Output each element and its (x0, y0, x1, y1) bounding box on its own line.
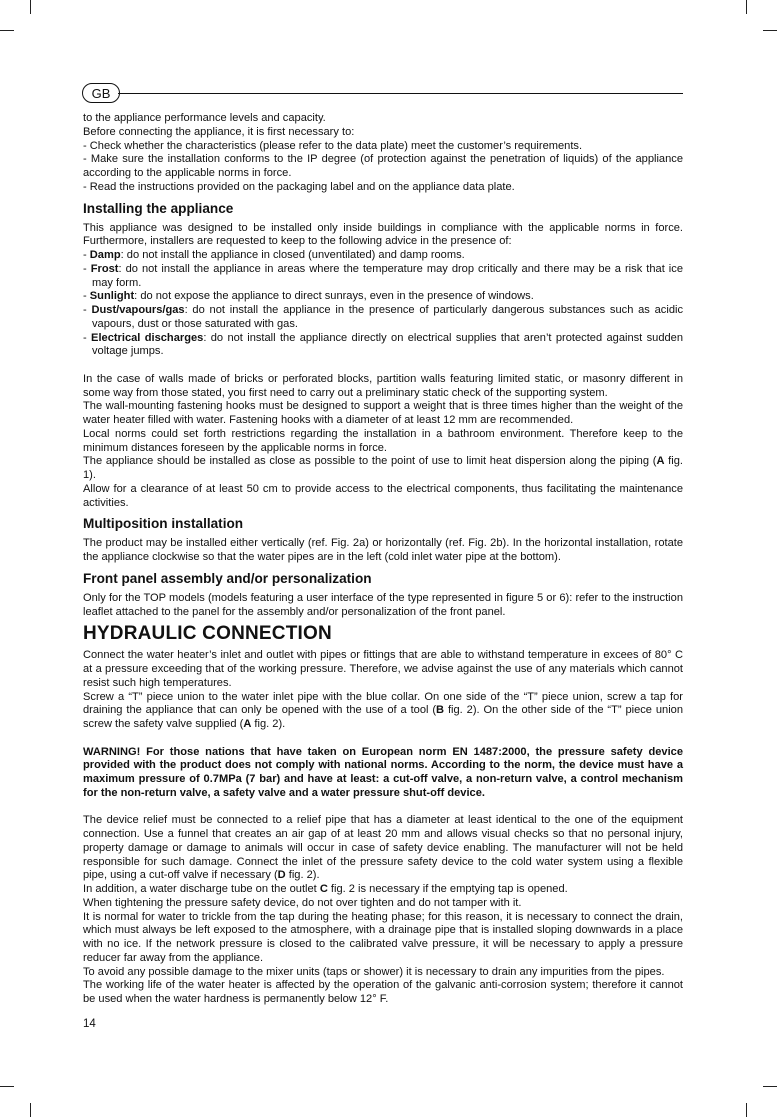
fig-ref: A (243, 718, 252, 730)
bullet-label: Electrical discharges (91, 331, 204, 344)
page-number: 14 (83, 1018, 96, 1030)
paragraph: Local norms could set forth restrictions regarding the installation in a bathroom environment. Therefore keep to the minimum distances foreseen by the applicable norms in force. (83, 427, 683, 454)
fig-ref: A (656, 455, 665, 468)
text-run: Screw a “T” piece union to the water inlet pipe with the blue collar. On one side of the “T” piece union, screw a tap for draining the appliance that can only be opened with the use of a tool ( (83, 690, 683, 717)
text-run: fig. 2 is necessary if the emptying tap is opened. (327, 883, 568, 895)
crop-mark (0, 30, 14, 31)
text-run: fig. 2). (285, 869, 320, 882)
crop-mark (763, 30, 777, 31)
intro-line: - Read the instructions provided on the packaging label and on the appliance data plate. (83, 180, 515, 193)
bullet-label: Damp (89, 249, 121, 261)
bullet-item: - Sunlight: do not expose the appliance to direct sunrays, even in the presence of windows. (83, 290, 534, 303)
paragraph: This appliance was designed to be installed only inside buildings in compliance with the applicable norms in force. Furthermore, installers are requested to keep to the following advice in the presence of: (83, 221, 683, 248)
paragraph: Connect the water heater’s inlet and outlet with pipes or fittings that are able to withstand temperature in excees of 80° C at a pressure exceeding that of the working pressure. Therefore, we advise against the use of any materials which cannot resist such high temperatures. (83, 649, 683, 689)
paragraph: In the case of walls made of bricks or perforated blocks, partition walls featuring limited static, or masonry different in some way from those stated, you first need to carry out a preliminary static check of the supporting system. (83, 372, 683, 399)
text-run: fig. 2). (251, 718, 286, 730)
crop-mark (0, 1086, 14, 1087)
bullet-label: Sunlight (89, 290, 135, 303)
bullet-text: : do not expose the appliance to direct sunrays, even in the presence of windows. (134, 290, 534, 303)
section-heading-front-panel: Front panel assembly and/or personalization (83, 570, 372, 586)
bullet-item: - Frost: do not install the appliance in areas where the temperature may drop critically and there may be a risk that ice may form. (83, 262, 683, 289)
paragraph (83, 691, 683, 732)
crop-mark (763, 1086, 777, 1087)
section-heading-multiposition: Multiposition installation (83, 516, 244, 532)
crop-mark (30, 0, 31, 14)
text-run: The device relief must be connected to a relief pipe that has a diameter at least identical to the one of the equipment connection. Use a funnel that creates an air gap of at least 20 mm and allows visual checks so that no personal injury, property damage or damage to animals will occur in case of safety device enabling. The manufacturer will not be held responsible for such damage. Connect the inlet of the pressure safety device to the cold water system using a flexible pipe, using a cut-off valve if necessary ( (83, 814, 683, 882)
page-content (83, 112, 683, 1007)
warning-paragraph: WARNING! For those nations that have taken on European norm EN 1487:2000, the pressure safety device provided with the product does not comply with national norms. According to the norm, the device must have a maximum pressure of 0.7MPa (7 bar) and have at least: a cut-off valve, a non-return valve, a control mechanism for the non-return valve, a safety valve and a water pressure shut-off device. (83, 745, 683, 799)
paragraph (83, 455, 683, 483)
intro-line: Before connecting the appliance, it is first necessary to: (83, 125, 355, 138)
intro-line: to the appliance performance levels and capacity. (83, 112, 326, 124)
bullet-label: Frost (90, 262, 119, 275)
bullet-text: : do not install the appliance in areas where the temperature may drop critically and there may be a risk that ice may form. (92, 262, 683, 289)
paragraph: Allow for a clearance of at least 50 cm to provide access to the electrical components, thus facilitating the maintenance activities. (83, 482, 683, 509)
intro-line: - Check whether the characteristics (please refer to the data plate) meet the customer’s requirements. (83, 139, 583, 152)
bullet-text: : do not install the appliance in the presence of particularly dangerous substances such as acidic vapours, dust or those saturated with gas. (92, 304, 683, 330)
crop-mark (746, 0, 747, 14)
paragraph: The working life of the water heater is affected by the operation of the galvanic anti-corrosion system; therefore it cannot be used when the water hardness is permanently below 12° F. (83, 979, 683, 1005)
paragraph: It is normal for water to trickle from the tap during the heating phase; for this reason, it is necessary to connect the drain, which must always be left exposed to the atmosphere, with a drainage pipe that is installed sloping downwards in a place with no ice. If the network pressure is closed to the calibrated valve pressure, it will be necessary to apply a pressure reducer far away from the appliance. (83, 910, 683, 964)
crop-mark (30, 1103, 31, 1117)
paragraph (83, 814, 683, 883)
fig-ref: C (319, 883, 328, 895)
text-run: In addition, a water discharge tube on the outlet (83, 883, 320, 895)
text-run: fig. 1). (83, 455, 683, 481)
paragraph: To avoid any possible damage to the mixer units (taps or shower) it is necessary to drain any impurities from the pipes. (83, 965, 665, 978)
paragraph: The product may be installed either vertically (ref. Fig. 2a) or horizontally (ref. Fig. 2b). In the horizontal installation, rotate the appliance clockwise so that the water pipes are in the left (cold inlet water pipe at the bottom). (83, 537, 683, 563)
language-badge: GB (82, 83, 120, 103)
bullet-text: : do not install the appliance directly on electrical supplies that aren’t protected against sudden voltage jumps. (92, 331, 683, 358)
section-heading-hydraulic: HYDRAULIC CONNECTION (83, 623, 332, 645)
text-run: fig. 2). On the other side of the “T” piece union screw the safety valve supplied ( (83, 704, 683, 730)
text-run: The appliance should be installed as close as possible to the point of use to limit heat dispersion along the piping ( (83, 455, 657, 468)
intro-line: - Make sure the installation conforms to the IP degree (of protection against the penetration of liquids) of the appliance according to the applicable norms in force. (83, 153, 683, 179)
bullet-item: - Dust/vapours/gas: do not install the appliance in the presence of particularly dangerous substances such as acidic vapours, dust or those saturated with gas. (83, 304, 683, 330)
paragraph: The wall-mounting fastening hooks must be designed to support a weight that is three times higher than the weight of the water heater filled with water. Fastening hooks with a diameter of at least 12 mm are recommended. (83, 400, 683, 426)
bullet-item: - Electrical discharges: do not install the appliance directly on electrical supplies that aren’t protected against sudden voltage jumps. (83, 331, 683, 358)
fig-ref: D (277, 869, 286, 882)
paragraph: Only for the TOP models (models featuring a user interface of the type represented in figure 5 or 6): refer to the instruction leaflet attached to the panel for the assembly and/or personalization of the front panel. (83, 591, 683, 618)
fig-ref: B (436, 704, 445, 717)
paragraph (83, 883, 683, 897)
paragraph: When tightening the pressure safety device, do not over tighten and do not tamper with it. (83, 896, 522, 909)
bullet-item: - Damp: do not install the appliance in closed (unventilated) and damp rooms. (83, 249, 465, 261)
section-heading-installing: Installing the appliance (83, 200, 234, 216)
header-rule (118, 93, 683, 94)
bullet-label: Dust/vapours/gas (91, 304, 185, 316)
crop-mark (746, 1103, 747, 1117)
bullet-text: : do not install the appliance in closed (unventilated) and damp rooms. (120, 249, 465, 261)
